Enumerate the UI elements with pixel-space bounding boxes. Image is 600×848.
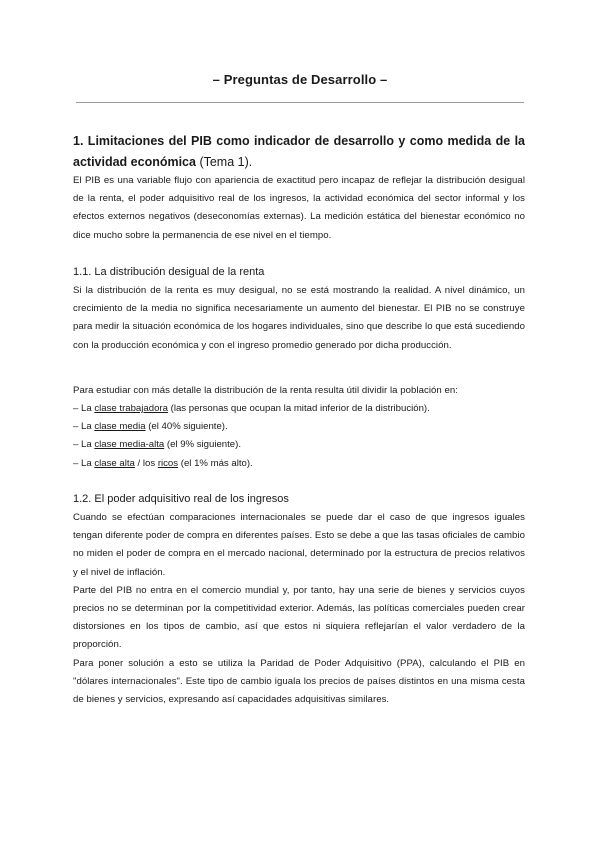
- list-intro: [73, 382, 525, 400]
- subsection-1-2-para-1: Cuando se efectúan comparaciones internacionales se puede dar el caso de que ingresos iguales tengan diferente poder de compra en diferentes países. Esto se debe a que las tasas oficiales de cambio no miden el poder de compra en el mercado nacional, determinado por la estructura de precios relativos y el nivel de inflación.: [73, 512, 525, 578]
- section-1-heading-tail: (Tema 1).: [195, 155, 253, 169]
- list-item-prefix: – La: [73, 439, 95, 451]
- list-item-rest: (las personas que ocupan la mitad inferior de la distribución).: [167, 403, 430, 414]
- subsection-1-1-heading: 1.1. La distribución desigual de la renta: [73, 266, 265, 278]
- list-item-rest: (el 40% siguiente).: [145, 421, 228, 433]
- subsection-1-2-para-2: Parte del PIB no entra en el comercio mundial y, por tanto, hay una serie de bienes y servicios cuyos precios no se determinan por la competitividad exterior. Además, las políticas comerciales pueden crear distorsiones en los tipos de cambio, así que estos ni siquiera reflejarían el valor verdadero de la proporción.: [73, 584, 525, 651]
- class-list: [73, 400, 525, 473]
- list-item-term: clase media-alta: [94, 439, 165, 451]
- section-1-intro-text: El PIB es una variable flujo con apariencia de exactitud pero incapaz de reflejar la distribución desigual de la renta, el poder adquisitivo real de los ingresos, la actividad económica del sector informal y los efectos externos negativos (deseconomías externas). La medición estática del bienestar económico no dice mucho sobre la permanencia de ese nivel en el tiempo.: [73, 175, 525, 241]
- list-item-term: clase trabajadora: [94, 403, 168, 414]
- subsection-1-1-paragraph: [73, 282, 525, 355]
- list-item-term: clase alta: [94, 457, 135, 469]
- section-1-heading-bold: 1. Limitaciones del PIB como indicador de desarrollo y como medida de la actividad económica: [73, 134, 525, 169]
- list-item-rest: (el 9% siguiente).: [164, 439, 241, 451]
- list-item: [73, 400, 525, 418]
- list-item: [73, 418, 525, 436]
- list-intro-text: Para estudiar con más detalle la distribución de la renta resulta útil dividir la población en:: [73, 385, 458, 396]
- list-item-rest: (el 1% más alto).: [178, 457, 253, 469]
- subsection-1-2-body: [73, 509, 525, 709]
- list-item-prefix: – La: [73, 403, 95, 414]
- list-item-prefix: – La: [73, 421, 95, 433]
- list-item-mid: / los: [134, 457, 158, 469]
- subsection-1-2-heading: 1.2. El poder adquisitivo real de los ingresos: [73, 493, 289, 505]
- page-title: – Preguntas de Desarrollo –: [212, 72, 388, 87]
- list-item: [73, 455, 525, 473]
- title-divider: [76, 102, 524, 103]
- list-item-term-2: ricos: [157, 457, 179, 469]
- section-1-intro: [73, 172, 525, 245]
- subsection-1-2-para-3: Para poner solución a esto se utiliza la Paridad de Poder Adquisitivo (PPA), calculando el PIB en "dólares internacionales". Este tipo de cambio iguala los precios de países distintos en una misma cesta de bienes y servicios, expresando así capacidades adquisitivas similares.: [73, 657, 525, 706]
- subsection-1-1-text: Si la distribución de la renta es muy desigual, no se está mostrando la realidad. A nivel dinámico, un crecimiento de la media no significa necesariamente un aumento del bienestar. El PIB no se construye para medir la situación económica de los hogares individuales, sino que describe lo que está sucediendo con la producción económica y con el ingreso promedio generado por dicha producción.: [73, 285, 525, 351]
- section-1-heading: [73, 131, 525, 173]
- list-item-prefix: – La: [73, 457, 95, 469]
- list-item: [73, 436, 525, 454]
- list-item-term: clase media: [94, 421, 146, 433]
